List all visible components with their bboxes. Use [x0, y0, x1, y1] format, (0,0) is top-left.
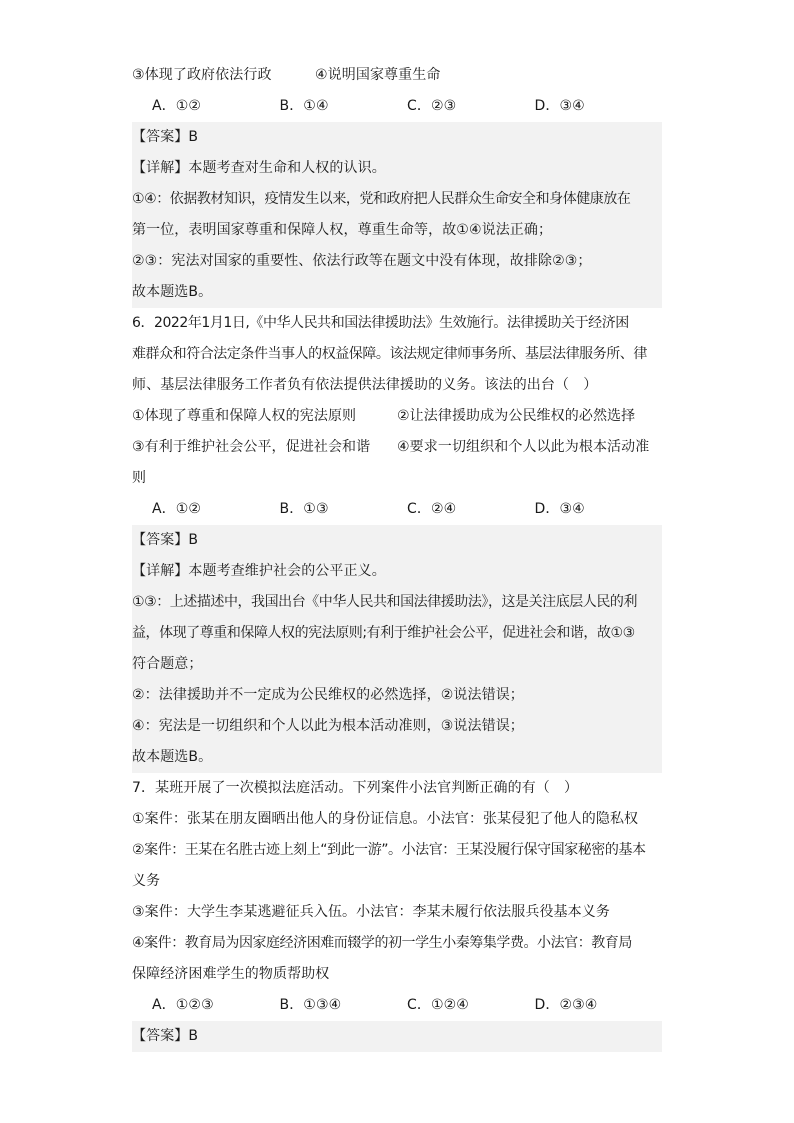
q6-statement-row	[132, 432, 662, 463]
page-content	[132, 60, 662, 1052]
q7-case-line: 义务	[132, 873, 161, 889]
q7-stem: 7．某班开展了一次模拟法庭活动。下列案件小法官判断正确的有（ ）	[132, 780, 579, 796]
q7-option-d[interactable]: D．②③④	[534, 997, 598, 1013]
q6-statement-4-continued: 则	[132, 470, 147, 486]
q6-statement-1: ①体现了尊重和保障人权的宪法原则	[132, 408, 357, 424]
q6-detail-line: ②：法律援助并不一定成为公民维权的必然选择，②说法错误；	[132, 680, 662, 711]
q6-answer: 【答案】B	[132, 525, 662, 556]
q5-statement-3: ③体现了政府依法行政	[132, 67, 272, 83]
q6-detail-line: 益，体现了尊重和保障人权的宪法原则;有利于维护社会公平，促进社会和谐，故①③	[132, 618, 662, 649]
q6-statement-4: ④要求一切组织和个人以此为根本活动准	[397, 439, 650, 455]
q6-detail-line: 符合题意；	[132, 649, 662, 680]
q6-option-d[interactable]: D．③④	[534, 501, 585, 517]
q5-option-d[interactable]: D．③④	[534, 98, 585, 114]
q7-case-line: ②案件：王某在名胜古迹上刻上“到此一游”。小法官：王某没履行保守国家秘密的基本	[132, 842, 646, 858]
q6-stem-line: 师、基层法律服务工作者负有依法提供法律援助的义务。该法的出台（ ）	[132, 377, 598, 393]
q6-detail-title: 【详解】本题考查维护社会的公平正义。	[132, 556, 662, 587]
q7-case-line: ④案件：教育局为因家庭经济困难而辍学的初一学生小秦筹集学费。小法官：教育局	[132, 935, 632, 951]
q7-answer: 【答案】B	[132, 1021, 662, 1052]
q5-detail-line: 故本题选B。	[132, 277, 662, 308]
q5-option-a[interactable]: A．①②	[152, 98, 202, 114]
q7-case-line: 保障经济困难学生的物质帮助权	[132, 966, 330, 982]
q6-detail-line: ④：宪法是一切组织和个人以此为根本活动准则，③说法错误；	[132, 711, 662, 742]
q6-statement-2: ②让法律援助成为公民维权的必然选择	[397, 408, 636, 424]
q7-options	[132, 990, 662, 1021]
q6-stem-line: 难群众和符合法定条件当事人的权益保障。该法规定律师事务所、基层法律服务所、律	[132, 346, 647, 362]
q5-detail-line: 第一位，表明国家尊重和保障人权，尊重生命等，故①④说法正确；	[132, 215, 662, 246]
q7-option-b[interactable]: B．①③④	[279, 997, 342, 1013]
q6-option-a[interactable]: A．①②	[152, 501, 202, 517]
q7-case-line: ③案件：大学生李某逃避征兵入伍。小法官：李某未履行依法服兵役基本义务	[132, 904, 610, 920]
q5-detail-line: ②③：宪法对国家的重要性、依法行政等在题文中没有体现，故排除②③；	[132, 246, 662, 277]
q5-options	[132, 91, 662, 122]
q7-case-line: ①案件：张某在朋友圈晒出他人的身份证信息。小法官：张某侵犯了他人的隐私权	[132, 811, 639, 827]
q5-statement-4: ④说明国家尊重生命	[315, 67, 441, 83]
q5-statement-row	[132, 60, 662, 91]
q6-options	[132, 494, 662, 525]
q7-option-a[interactable]: A．①②③	[152, 997, 214, 1013]
q6-option-c[interactable]: C．②④	[407, 501, 457, 517]
q5-option-c[interactable]: C．②③	[407, 98, 457, 114]
q6-statement-row	[132, 401, 662, 432]
q6-detail-line: ①③：上述描述中，我国出台《中华人民共和国法律援助法》，这是关注底层人民的利	[132, 587, 662, 618]
q6-statement-3: ③有利于维护社会公平，促进社会和谐	[132, 439, 371, 455]
q5-detail-line: ①④：依据教材知识，疫情发生以来，党和政府把人民群众生命安全和身体健康放在	[132, 184, 662, 215]
q6-option-b[interactable]: B．①③	[279, 501, 329, 517]
q5-option-b[interactable]: B．①④	[279, 98, 329, 114]
q7-option-c[interactable]: C．①②④	[407, 997, 469, 1013]
q5-answer: 【答案】B	[132, 122, 662, 153]
q6-detail-line: 故本题选B。	[132, 742, 662, 773]
q5-detail-title: 【详解】本题考查对生命和人权的认识。	[132, 153, 662, 184]
q6-stem-line: 6．2022年1月1日,《中华人民共和国法律援助法》生效施行。法律援助关于经济困	[132, 315, 629, 331]
